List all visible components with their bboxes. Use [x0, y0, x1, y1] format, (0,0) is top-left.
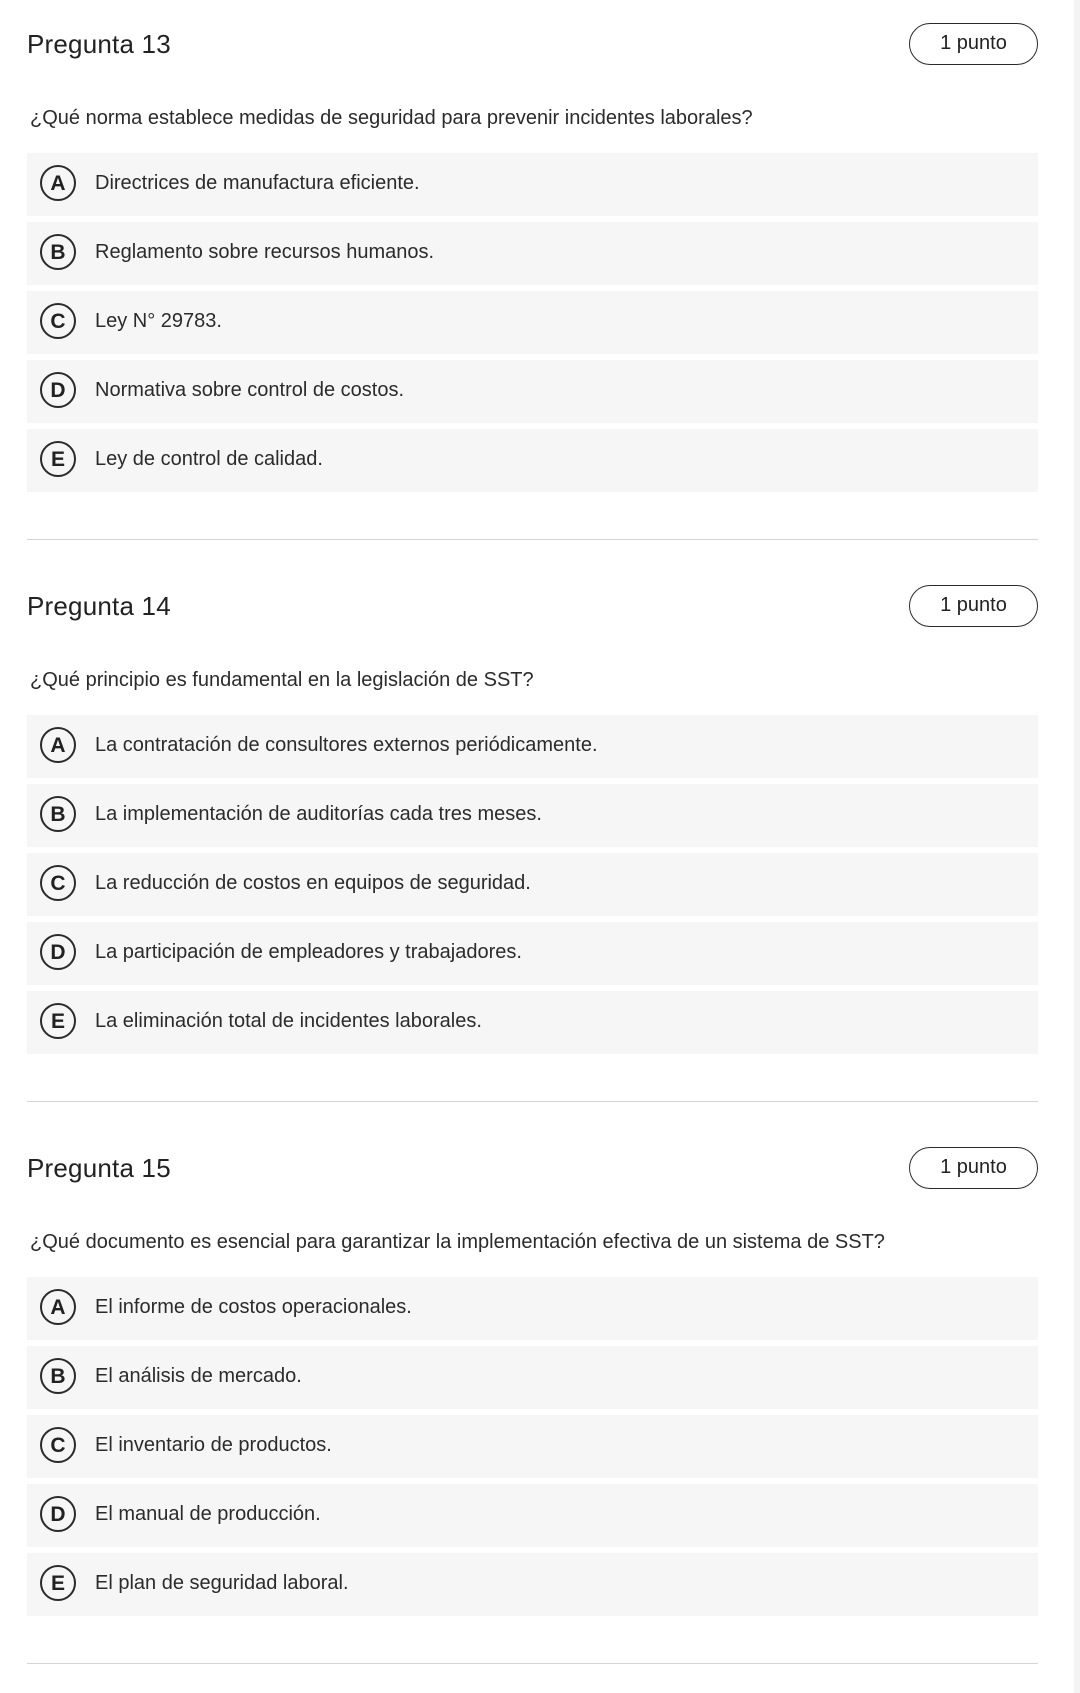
option-letter-badge: A [40, 1289, 76, 1325]
points-badge: 1 punto [909, 1147, 1038, 1189]
option-e[interactable] [27, 1553, 1038, 1616]
question-13 [27, 23, 1038, 471]
question-divider [27, 539, 1038, 540]
points-badge: 1 punto [909, 585, 1038, 627]
option-b[interactable] [27, 222, 1038, 285]
option-text: La participación de empleadores y trabajadores. [95, 941, 522, 963]
option-text: La reducción de costos en equipos de seguridad. [95, 872, 531, 894]
option-letter-badge: B [40, 234, 76, 270]
option-letter-badge: C [40, 1427, 76, 1463]
option-text: El plan de seguridad laboral. [95, 1572, 349, 1594]
option-text: El análisis de mercado. [95, 1365, 302, 1387]
question-text: ¿Qué norma establece medidas de seguridad para prevenir incidentes laborales? [30, 107, 753, 129]
option-text: Ley de control de calidad. [95, 448, 323, 470]
question-text: ¿Qué principio es fundamental en la legislación de SST? [30, 669, 534, 691]
scrollbar-track[interactable] [1074, 0, 1080, 1693]
option-letter-badge: B [40, 1358, 76, 1394]
option-a[interactable] [27, 715, 1038, 778]
option-text: Ley N° 29783. [95, 310, 222, 332]
option-b[interactable] [27, 784, 1038, 847]
option-letter-badge: E [40, 441, 76, 477]
question-header [27, 23, 1038, 67]
question-title: Pregunta 14 [27, 591, 171, 621]
option-b[interactable] [27, 1346, 1038, 1409]
option-a[interactable] [27, 1277, 1038, 1340]
question-text: ¿Qué documento es esencial para garantizar la implementación efectiva de un sistema de SST? [30, 1231, 885, 1253]
question-header [27, 1147, 1038, 1191]
option-text: El manual de producción. [95, 1503, 321, 1525]
option-c[interactable] [27, 853, 1038, 916]
option-letter-badge: E [40, 1003, 76, 1039]
option-e[interactable] [27, 429, 1038, 492]
option-text: Directrices de manufactura eficiente. [95, 172, 420, 194]
option-text: La eliminación total de incidentes laborales. [95, 1010, 482, 1032]
option-c[interactable] [27, 1415, 1038, 1478]
option-text: La implementación de auditorías cada tres meses. [95, 803, 542, 825]
option-a[interactable] [27, 153, 1038, 216]
question-title: Pregunta 13 [27, 29, 171, 59]
answer-options [27, 715, 1038, 1060]
question-title: Pregunta 15 [27, 1153, 171, 1183]
points-badge: 1 punto [909, 23, 1038, 65]
option-letter-badge: D [40, 372, 76, 408]
option-letter-badge: D [40, 1496, 76, 1532]
option-text: El inventario de productos. [95, 1434, 332, 1456]
option-d[interactable] [27, 922, 1038, 985]
option-letter-badge: A [40, 727, 76, 763]
option-letter-badge: C [40, 865, 76, 901]
option-c[interactable] [27, 291, 1038, 354]
option-text: Reglamento sobre recursos humanos. [95, 241, 435, 263]
option-e[interactable] [27, 991, 1038, 1054]
question-15 [27, 1147, 1038, 1595]
option-letter-badge: A [40, 165, 76, 201]
option-d[interactable] [27, 360, 1038, 423]
question-14 [27, 585, 1038, 1033]
option-letter-badge: D [40, 934, 76, 970]
option-text: La contratación de consultores externos periódicamente. [95, 734, 598, 756]
option-text: El informe de costos operacionales. [95, 1296, 412, 1318]
option-letter-badge: B [40, 796, 76, 832]
question-divider [27, 1663, 1038, 1664]
question-divider [27, 1101, 1038, 1102]
option-letter-badge: C [40, 303, 76, 339]
option-text: Normativa sobre control de costos. [95, 379, 405, 401]
option-d[interactable] [27, 1484, 1038, 1547]
question-header [27, 585, 1038, 629]
answer-options [27, 153, 1038, 498]
option-letter-badge: E [40, 1565, 76, 1601]
answer-options [27, 1277, 1038, 1622]
